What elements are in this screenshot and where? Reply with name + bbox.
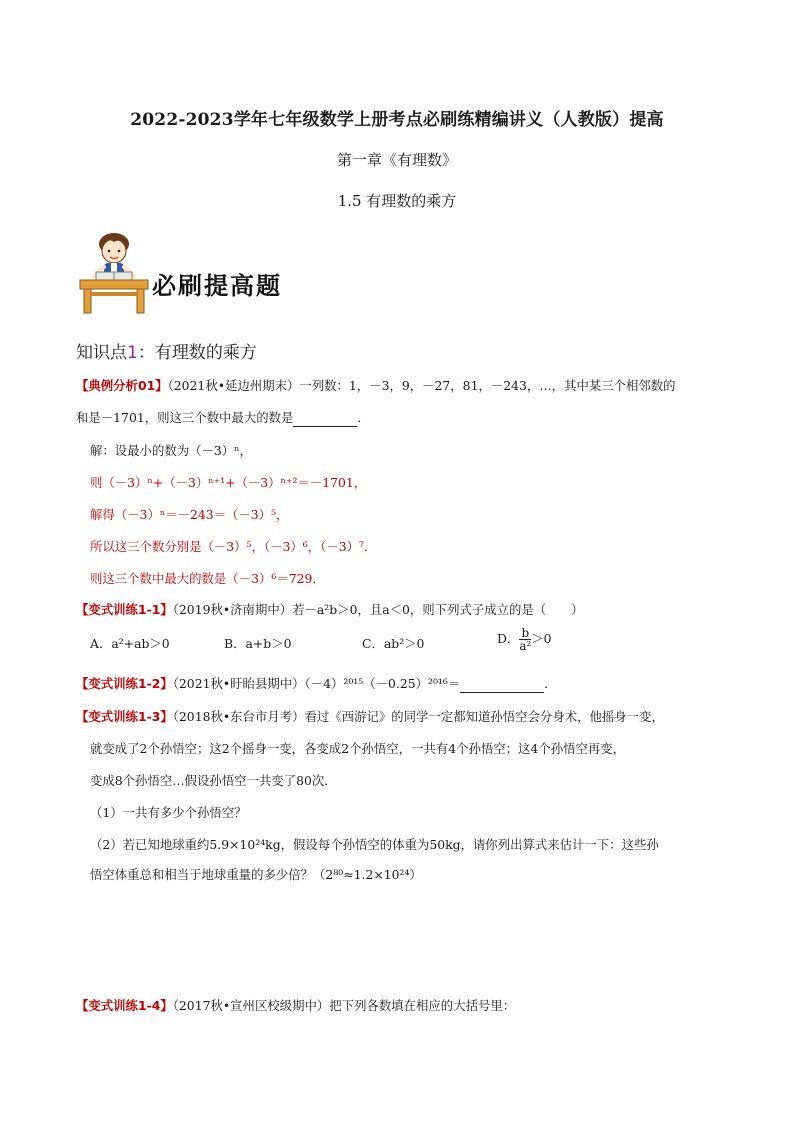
exercise-1-3-line1: [76, 708, 664, 726]
chapter-heading: 第一章《有理数》: [336, 151, 457, 169]
solution-line-4: 所以这三个数分别是（－3）⁵，（－3）⁶，（－3）⁷．: [90, 539, 377, 554]
exercise-1-4: [76, 997, 515, 1015]
section-heading: 1.5 有理数的乘方: [337, 192, 457, 210]
solution-line-3: 解得（－3）ⁿ＝－243＝（－3）⁵，: [90, 507, 289, 522]
exercise-1-2-end: ．: [544, 676, 557, 691]
answer-blank[interactable]: [460, 678, 544, 693]
option-d-prefix: D．: [497, 631, 520, 646]
exercise-1-1-text: （2019秋•济南期中）若－a²b＞0，且a＜0，则下列式子成立的是（ ）: [172, 602, 584, 617]
solution-line-1: 解：设最小的数为（－3）ⁿ，: [90, 443, 252, 458]
option-b: B．a+b＞0: [224, 636, 292, 651]
exercise-1-2-tag: 【变式训练1-2】: [76, 676, 173, 691]
kp-suffix: ：有理数的乘方: [137, 343, 257, 363]
kp-prefix: 知识点: [76, 343, 127, 363]
banner-title: 必刷提高题: [152, 272, 282, 300]
exercise-1-3-question-2a: （2）若已知地球重约5.9×10²⁴kg，假设每个孙悟空的体重为50kg，请你列出算式来估计一下：这些孙: [90, 837, 659, 852]
option-a: A．a²+ab＞0: [90, 636, 170, 651]
exercise-1-1: [76, 601, 583, 619]
example-01-tag: 【典例分析01】: [76, 378, 168, 393]
option-d: [497, 627, 552, 652]
example-01-text2: 和是－1701，则这三个数中最大的数是: [76, 410, 294, 425]
exercise-1-4-tag: 【变式训练1-4】: [76, 998, 173, 1013]
kp-number: 1: [127, 343, 138, 363]
example-01-text: （2021秋•延边州期末）一列数：1，－3，9，－27，81，－243，…，其中某三个相邻数的: [167, 378, 676, 393]
exercise-1-3-tag: 【变式训练1-3】: [76, 709, 173, 724]
option-d-suffix: ＞0: [531, 631, 552, 646]
example-01-line1: [76, 377, 676, 395]
example-01-line2: [76, 409, 370, 427]
solution-line-2: 则（－3）ⁿ+（－3）ⁿ⁺¹+（－3）ⁿ⁺²＝－1701，: [90, 475, 367, 490]
exercise-1-4-text: （2017秋•宣州区校级期中）把下列各数填在相应的大括号里：: [172, 998, 516, 1013]
exercise-1-3-line3: 变成8个孙悟空…假设孙悟空一共变了80次．: [90, 773, 337, 788]
option-d-fraction: [519, 627, 531, 652]
option-d-denominator: a²: [519, 639, 532, 653]
answer-blank[interactable]: [293, 412, 357, 427]
exercise-1-3-question-1: （1）一共有多少个孙悟空？: [90, 805, 247, 820]
option-d-numerator: b: [519, 627, 531, 640]
exercise-1-3-question-2b: 悟空体重总和相当于地球重量的多少倍？（2⁸⁰≈1.2×10²⁴）: [90, 867, 422, 882]
knowledge-point-heading: [76, 338, 257, 363]
exercise-1-3-line2: 就变成了2个孙悟空；这2个摇身一变，各变成2个孙悟空，一共有4个孙悟空；这4个孙悟空再变，: [90, 741, 626, 756]
example-01-end: ．: [357, 410, 370, 425]
exercise-1-2: [76, 675, 557, 693]
solution-line-5: 则这三个数中最大的数是（－3）⁶＝729．: [90, 571, 325, 586]
exercise-1-2-text: （2021秋•盱眙县期中）（－4）²⁰¹⁵（－0.25）²⁰¹⁶＝: [172, 676, 461, 691]
option-c: C．ab²＞0: [362, 636, 425, 651]
exercise-1-3-text: （2018秋•东台市月考）看过《西游记》的同学一定都知道孙悟空会分身术，他摇身一变，: [172, 709, 664, 724]
exercise-1-1-tag: 【变式训练1-1】: [76, 602, 173, 617]
document-title: 2022-2023学年七年级数学上册考点必刷练精编讲义（人教版）提高: [130, 110, 664, 130]
